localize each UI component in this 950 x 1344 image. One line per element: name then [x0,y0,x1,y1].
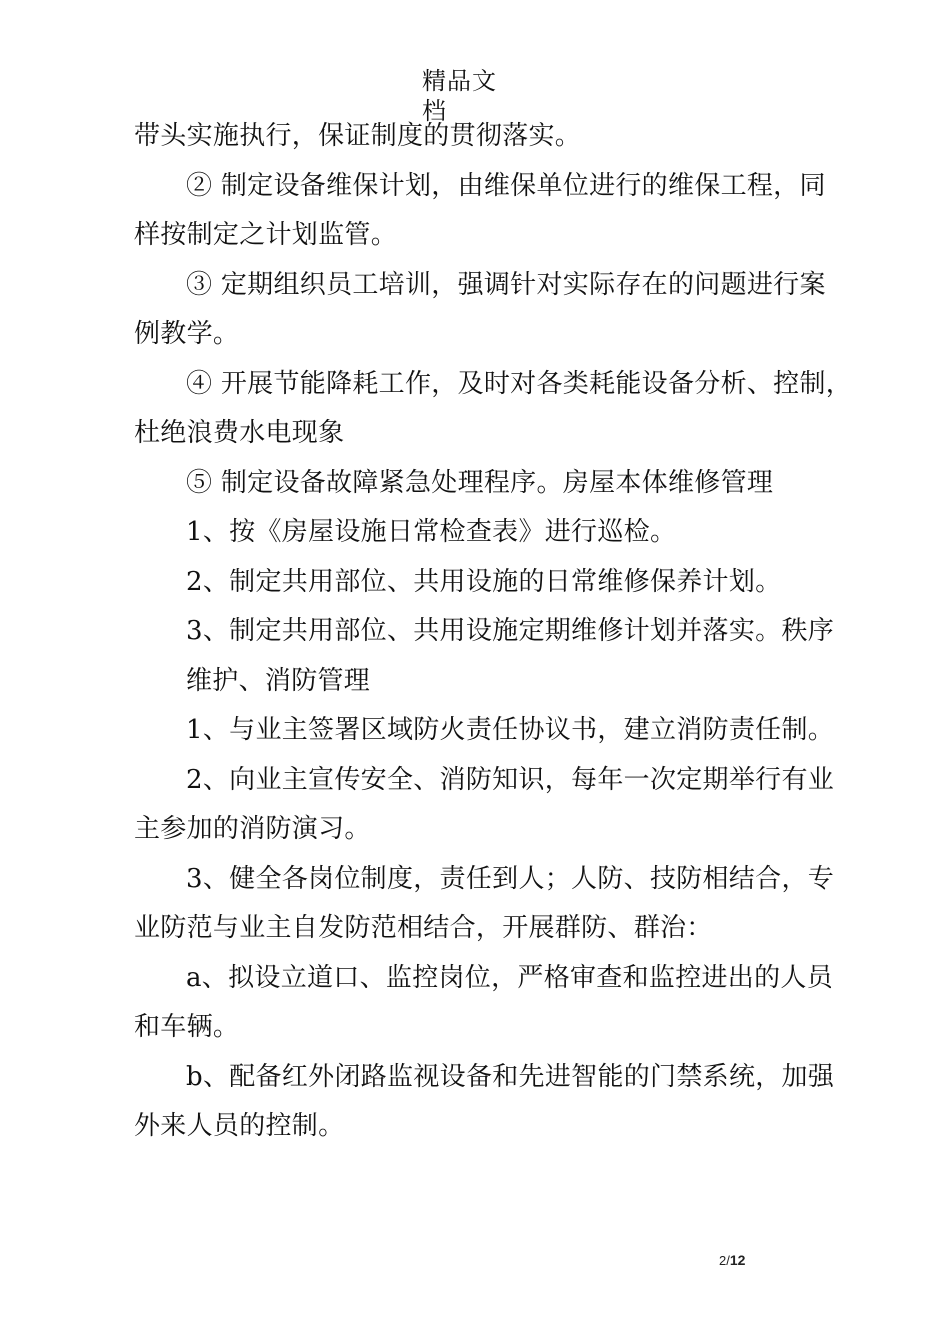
text-line: 2、制定共用部位、共用设施的日常维修保养计划。 [186,566,782,597]
page-header-title: 精品文档 [422,67,497,125]
text-line: 带头实施执行，保证制度的贯彻落实。 [134,121,582,151]
text-line: 2、向业主宣传安全、消防知识，每年一次定期举行有业 [186,764,835,795]
current-page-number: 2 [719,1253,727,1268]
text-line: 例教学。 [134,319,240,349]
text-line: 1、与业主签署区域防火责任协议书，建立消防责任制。 [186,715,835,745]
text-line: ③ 定期组织员工培训，强调针对实际存在的问题进行案 [186,269,826,300]
text-line: 样按制定之计划监管。 [134,220,398,250]
text-line: 外来人员的控制。 [134,1111,345,1141]
text-line: 业防范与业主自发防范相结合，开展群防、群治： [134,913,713,943]
text-line: 3、制定共用部位、共用设施定期维修计划并落实。秩序 [186,616,835,646]
text-line: 1、按《房屋设施日常检查表》进行巡检。 [186,517,677,547]
text-line: ⑤ 制定设备故障紧急处理程序。房屋本体维修管理 [186,467,774,498]
text-line: a、拟设立道口、监控岗位，严格审查和监控进出的人员 [186,962,834,993]
text-line: ④ 开展节能降耗工作，及时对各类耗能设备分析、控制， [186,368,853,399]
page-separator: / [726,1253,730,1268]
text-line: 主参加的消防演习。 [134,814,371,844]
text-line: b、配备红外闭路监视设备和先进智能的门禁系统，加强 [186,1061,835,1092]
text-line: 杜绝浪费水电现象 [134,418,345,448]
text-line: ② 制定设备维保计划，由维保单位进行的维保工程，同 [186,170,826,201]
document-body [134,112,853,1152]
text-line: 3、健全各岗位制度，责任到人；人防、技防相结合，专 [186,863,835,894]
page-number [719,1252,745,1268]
total-page-count: 12 [729,1252,746,1268]
text-line: 维护、消防管理 [186,665,371,696]
text-line: 和车辆。 [134,1012,240,1042]
